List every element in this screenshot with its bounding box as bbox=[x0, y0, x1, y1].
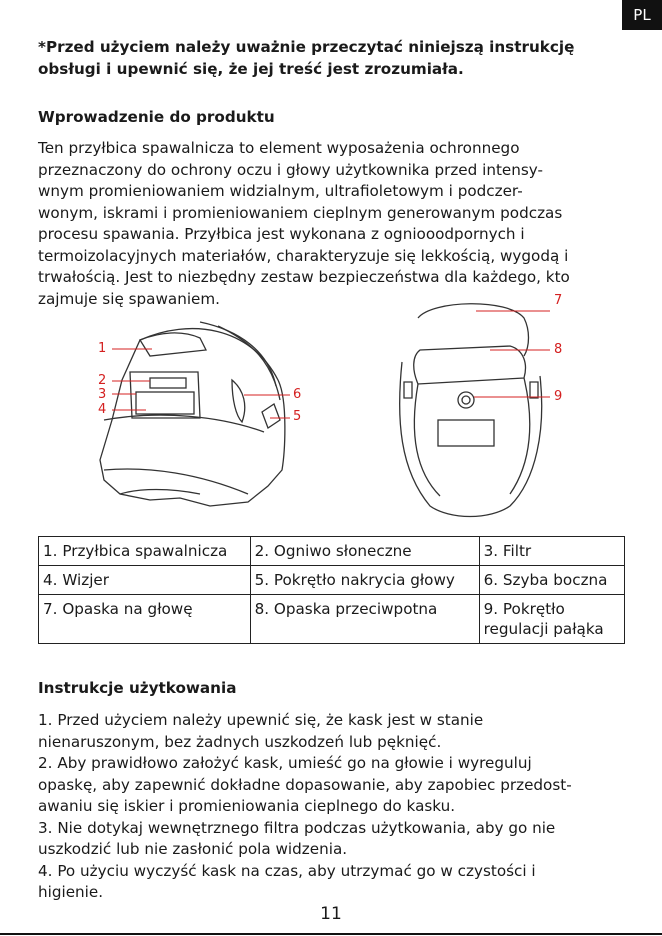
intro-line: zajmuje się spawaniem. bbox=[38, 289, 221, 308]
usage-line: 1. Przed użyciem należy upewnić się, że kask jest w stanie bbox=[38, 711, 484, 729]
table-cell-line: 9. Pokrętło bbox=[483, 600, 565, 618]
callout-label: 3 bbox=[98, 387, 107, 402]
intro-line: przeznaczony do ochrony oczu i głowy użytkownika przed intensy- bbox=[38, 160, 543, 179]
parts-table bbox=[38, 536, 625, 644]
callout-label: 5 bbox=[293, 409, 302, 424]
usage-line: 2. Aby prawidłowo założyć kask, umieść go na głowie i wyreguluj bbox=[38, 754, 532, 772]
helmet-side-view bbox=[100, 322, 285, 506]
callout-label: 7 bbox=[554, 293, 563, 308]
table-row bbox=[39, 595, 625, 644]
table-row bbox=[39, 537, 625, 566]
usage-line: uszkodzić lub nie zasłonić pola widzenia. bbox=[38, 840, 348, 858]
table-cell: 6. Szyba boczna bbox=[479, 566, 624, 595]
callout-label: 9 bbox=[554, 389, 563, 404]
warning-line: obsługi i upewnić się, że jej treść jest zrozumiała. bbox=[38, 60, 464, 78]
table-cell bbox=[479, 595, 624, 644]
table-cell: 7. Opaska na głowę bbox=[39, 595, 251, 644]
usage-line: opaskę, aby zapewnić dokładne dopasowanie, aby zapobiec przedost- bbox=[38, 775, 572, 794]
table-cell: 8. Opaska przeciwpotna bbox=[250, 595, 479, 644]
intro-line: procesu spawania. Przyłbica jest wykonana z ogniooodpornych i bbox=[38, 225, 525, 243]
usage-line: nienaruszonym, bez żadnych uszkodzeń lub pęknięć. bbox=[38, 732, 442, 751]
callout-label: 2 bbox=[98, 373, 107, 388]
warning-line: *Przed użyciem należy uważnie przeczytać niniejszą instrukcję bbox=[38, 38, 575, 56]
table-cell: 5. Pokrętło nakrycia głowy bbox=[250, 566, 479, 595]
callout-label: 6 bbox=[293, 387, 302, 402]
table-cell: 4. Wizjer bbox=[39, 566, 251, 595]
bottom-divider bbox=[0, 933, 662, 935]
intro-line: trwałością. Jest to niezbędny zestaw bezpieczeństwa dla każdego, kto bbox=[38, 268, 570, 286]
table-cell: 3. Filtr bbox=[479, 537, 624, 566]
warning-notice bbox=[38, 36, 638, 80]
usage-heading: Instrukcje użytkowania bbox=[38, 679, 237, 697]
callout-label: 4 bbox=[98, 402, 107, 417]
usage-line: 4. Po użyciu wyczyść kask na czas, aby utrzymać go w czystości i bbox=[38, 861, 536, 880]
intro-paragraph bbox=[38, 138, 632, 310]
helmet-figure bbox=[0, 293, 662, 530]
usage-instructions bbox=[38, 710, 632, 904]
callout-label: 1 bbox=[98, 341, 107, 356]
intro-heading: Wprowadzenie do produktu bbox=[38, 108, 275, 126]
intro-line: termoizolacyjnych materiałów, charakteryzuje się lekkością, wygodą i bbox=[38, 246, 569, 265]
callout-label: 8 bbox=[554, 342, 563, 357]
language-badge: PL bbox=[622, 0, 662, 30]
table-cell: 1. Przyłbica spawalnicza bbox=[39, 537, 251, 566]
table-row bbox=[39, 566, 625, 595]
table-cell-line: regulacji pałąka bbox=[483, 620, 604, 638]
usage-line: awaniu się iskier i promieniowania cieplnego do kasku. bbox=[38, 797, 456, 815]
usage-line: higienie. bbox=[38, 883, 104, 901]
callout-lines bbox=[112, 311, 550, 418]
page-number: 11 bbox=[320, 904, 342, 924]
usage-line: 3. Nie dotykaj wewnętrznego filtra podczas użytkowania, aby go nie bbox=[38, 818, 556, 837]
helmet-back-view bbox=[400, 304, 542, 517]
intro-line: Ten przyłbica spawalnicza to element wyposażenia ochronnego bbox=[38, 139, 520, 157]
table-cell: 2. Ogniwo słoneczne bbox=[250, 537, 479, 566]
intro-line: wnym promieniowaniem widzialnym, ultrafioletowym i podczer- bbox=[38, 182, 523, 200]
intro-line: wonym, iskrami i promieniowaniem cieplnym generowanym podczas bbox=[38, 203, 563, 222]
